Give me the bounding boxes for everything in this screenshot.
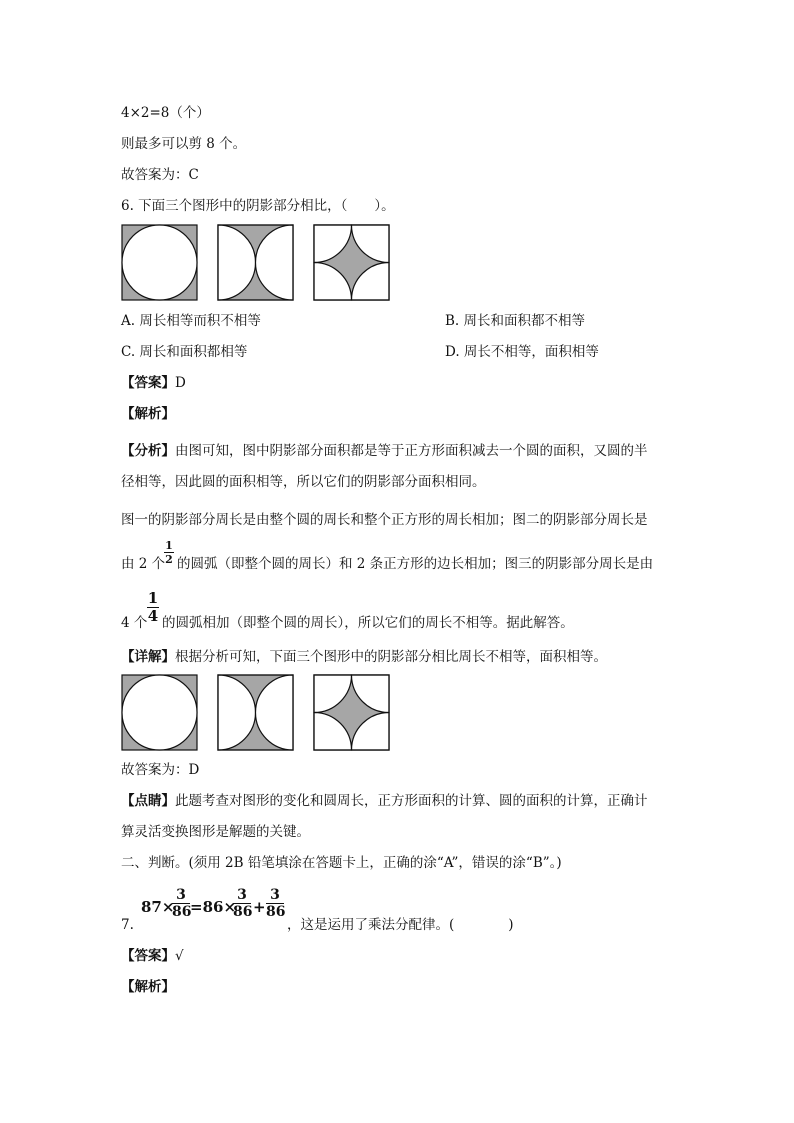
eq-plus: +: [253, 898, 266, 916]
eq-mid: =86×: [190, 898, 237, 916]
option-a[interactable]: A. 周长相等而积不相等: [121, 313, 261, 329]
eq-fraction-2: 3 86: [233, 887, 253, 920]
dianjing-line-1: [121, 792, 648, 810]
conclusion-line: 则最多可以剪 8 个。: [121, 136, 247, 152]
analysis-text-1: 由图可知，图中阴影部分面积都是等于正方形面积减去一个圆的面积，又圆的半: [175, 443, 648, 459]
fraction-quarter: 1 4: [147, 589, 159, 625]
answer-label: 【答案】: [121, 375, 175, 391]
figure-square-circle-2: [122, 675, 197, 750]
shape-figures-bottom: [121, 674, 391, 752]
eq-fraction-3: 3 86: [266, 887, 286, 920]
analysis-line-3: 图一的阴影部分周长是由整个圆的周长和整个正方形的周长相加；图二的阴影部分周长是: [121, 512, 648, 528]
figure-square-quarters-2: [314, 675, 389, 750]
section-2-heading: 二、判断。(须用 2B 铅笔填涂在答题卡上，正确的涂“A”，错误的涂“B”。): [121, 855, 562, 871]
previous-answer: 故答案为：C: [121, 167, 199, 183]
option-d[interactable]: D. 周长不相等，面积相等: [445, 344, 599, 360]
figure-square-circle: [122, 225, 197, 300]
figure-square-quarters: [314, 225, 389, 300]
option-c[interactable]: C. 周长和面积都相等: [121, 344, 248, 360]
dianjing-label: 【点睛】: [121, 793, 175, 809]
xiangjie-label: 【详解】: [121, 649, 175, 665]
analysis-line-4b: 的圆弧（即整个圆的周长）和 2 条正方形的边长相加；图三的阴影部分周长是由: [177, 556, 654, 572]
shape-figures-top: [121, 224, 391, 302]
detail-text: 根据分析可知，下面三个图形中的阴影部分相比周长不相等，面积相等。: [175, 649, 607, 665]
eq-fraction-1: 3 86: [172, 887, 192, 920]
question-6: 6. 下面三个图形中的阴影部分相比，（ ）。: [121, 198, 395, 214]
fenxi-label: 【分析】: [121, 443, 175, 459]
detail-line: [121, 648, 607, 666]
analysis-line-2: 径相等，因此圆的面积相等，所以它们的阴影部分面积相同。: [121, 474, 486, 490]
answer-row: [121, 374, 186, 392]
analysis-line-5a: 4 个: [121, 615, 148, 631]
option-b[interactable]: B. 周长和面积都不相等: [445, 313, 586, 329]
q7-number: 7.: [121, 917, 134, 933]
calc-line: 4×2=8（个）: [121, 105, 210, 121]
dianjing-text-1: 此题考查对图形的变化和圆周长，正方形面积的计算、圆的面积的计算，正确计: [175, 793, 648, 809]
answer7-label: 【答案】: [121, 948, 175, 964]
dianjing-line-2: 算灵活变换图形是解题的关键。: [121, 824, 310, 840]
q7-tail: ，这是运用了乘法分配律。( ): [287, 917, 514, 933]
figure-square-semicircles-2: [218, 675, 293, 750]
analysis-line-1: [121, 442, 648, 460]
answer7-row: [121, 947, 184, 965]
figure-square-semicircles: [218, 225, 293, 300]
analysis-line-4a: 由 2 个: [121, 556, 166, 572]
answer-value: D: [175, 375, 186, 391]
answer7-value: √: [175, 948, 184, 964]
analysis-line-5b: 的圆弧相加（即整个圆的周长），所以它们的周长不相等。据此解答。: [162, 615, 574, 631]
jiexi7-label: 【解析】: [121, 979, 175, 995]
answer-d-line: 故答案为：D: [121, 762, 200, 778]
eq-lhs: 87×: [141, 898, 175, 916]
fraction-half: 1 2: [165, 539, 173, 566]
jiexi-label: 【解析】: [121, 406, 175, 422]
